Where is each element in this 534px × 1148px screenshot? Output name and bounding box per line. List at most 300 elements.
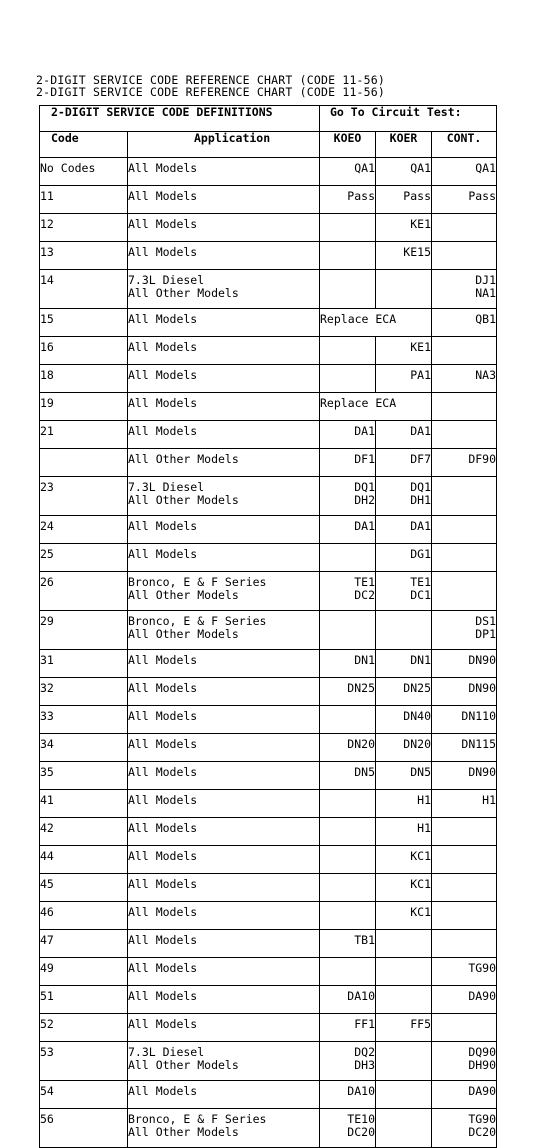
cell-application-line: All Other Models bbox=[128, 1124, 239, 1139]
cell-code: 32 bbox=[40, 678, 128, 706]
table-row bbox=[40, 572, 497, 611]
cell-cont-line: NA1 bbox=[475, 285, 497, 300]
cell-koer-line: KC1 bbox=[410, 877, 431, 891]
cell-application-line: All Models bbox=[128, 189, 198, 203]
cell-cont-line: DN110 bbox=[461, 709, 497, 723]
table-row bbox=[40, 365, 497, 393]
cell-koer bbox=[376, 1014, 432, 1042]
cell-application-line: All Other Models bbox=[128, 452, 239, 466]
cell-koeo-line: DN20 bbox=[347, 737, 375, 751]
cell-application-line: All Models bbox=[128, 989, 198, 1003]
cell-koer-line: H1 bbox=[417, 821, 431, 835]
cell-cont bbox=[432, 930, 497, 958]
cell-cont bbox=[432, 790, 497, 818]
cell-koer bbox=[376, 572, 432, 611]
cell-application-line: All Models bbox=[128, 793, 198, 807]
cell-code: 12 bbox=[40, 214, 128, 242]
cell-koeo bbox=[320, 650, 376, 678]
cell-cont bbox=[432, 572, 497, 611]
cell-application-line: Bronco, E & F Series bbox=[128, 575, 267, 589]
cell-cont-line: DN115 bbox=[461, 737, 497, 751]
table-row bbox=[40, 421, 497, 449]
cell-koeo bbox=[320, 1014, 376, 1042]
table-row bbox=[40, 902, 497, 930]
cell-cont-line: H1 bbox=[482, 793, 497, 807]
cell-application bbox=[128, 734, 320, 762]
cell-koeo-line: DQ1 bbox=[354, 480, 375, 494]
cell-cont bbox=[432, 818, 497, 846]
cell-code: 23 bbox=[40, 477, 128, 516]
cell-cont bbox=[432, 706, 497, 734]
cell-koer bbox=[376, 449, 432, 477]
cell-koeo bbox=[320, 477, 376, 516]
cell-code: No Codes bbox=[40, 158, 128, 186]
cell-application-line: All Models bbox=[128, 961, 198, 975]
cell-koeo bbox=[320, 678, 376, 706]
cell-koeo bbox=[320, 544, 376, 572]
cell-code: 14 bbox=[40, 270, 128, 309]
cell-koeo-line: DC2 bbox=[354, 587, 375, 602]
cell-application-line: All Models bbox=[128, 849, 198, 863]
cell-application bbox=[128, 186, 320, 214]
table-row bbox=[40, 930, 497, 958]
table-row bbox=[40, 846, 497, 874]
cell-cont bbox=[432, 958, 497, 986]
cell-koeo bbox=[320, 706, 376, 734]
cell-koer-line: KE1 bbox=[410, 217, 431, 231]
cell-koeo-line: DA10 bbox=[347, 1084, 375, 1098]
cell-application-line: All Models bbox=[128, 821, 198, 835]
cell-koer bbox=[376, 762, 432, 790]
cell-koeo-koer-span: Replace ECA bbox=[320, 309, 432, 337]
cell-application bbox=[128, 572, 320, 611]
cell-cont-line: NA3 bbox=[475, 368, 497, 382]
cell-cont-line: DN90 bbox=[468, 653, 497, 667]
cell-koer bbox=[376, 242, 432, 270]
cell-cont-line: DF90 bbox=[468, 452, 497, 466]
cell-koer bbox=[376, 544, 432, 572]
cell-code: 51 bbox=[40, 986, 128, 1014]
column-header-row bbox=[40, 132, 497, 158]
cell-code: 25 bbox=[40, 544, 128, 572]
cell-koer bbox=[376, 818, 432, 846]
cell-cont-line: TG90 bbox=[468, 1112, 497, 1126]
cell-application bbox=[128, 762, 320, 790]
cell-koeo-line: TE1 bbox=[354, 575, 375, 589]
cell-cont bbox=[432, 1042, 497, 1081]
cell-koeo-line: Pass bbox=[347, 189, 375, 203]
cell-koeo bbox=[320, 242, 376, 270]
cell-koer-line: DA1 bbox=[410, 424, 431, 438]
cell-cont-line: Pass bbox=[468, 189, 497, 203]
cell-cont-line: DN90 bbox=[468, 681, 497, 695]
cell-koer-line: DH1 bbox=[410, 492, 431, 507]
cell-cont bbox=[432, 986, 497, 1014]
cell-koer bbox=[376, 930, 432, 958]
cell-application-line: All Models bbox=[128, 709, 198, 723]
cell-cont-line: DJ1 bbox=[475, 273, 497, 287]
cell-cont bbox=[432, 214, 497, 242]
cell-koer bbox=[376, 214, 432, 242]
cell-koeo-line: DA1 bbox=[354, 424, 375, 438]
cell-koer bbox=[376, 611, 432, 650]
cell-koer-line: DN5 bbox=[410, 765, 431, 779]
table-row bbox=[40, 309, 497, 337]
cell-application bbox=[128, 790, 320, 818]
cell-cont-line: DN90 bbox=[468, 765, 497, 779]
cell-application bbox=[128, 544, 320, 572]
cell-code: 29 bbox=[40, 611, 128, 650]
cell-koer bbox=[376, 158, 432, 186]
column-header-koeo: KOEO bbox=[320, 132, 376, 158]
cell-cont-line: DH90 bbox=[468, 1057, 497, 1072]
cell-code: 19 bbox=[40, 393, 128, 421]
cell-koer-line: DF7 bbox=[410, 452, 431, 466]
cell-koeo bbox=[320, 611, 376, 650]
cell-application-line: All Models bbox=[128, 424, 198, 438]
cell-code: 47 bbox=[40, 930, 128, 958]
cell-koeo-line: DH2 bbox=[354, 492, 375, 507]
cell-koer-line: KE15 bbox=[403, 245, 431, 259]
cell-koer-line: PA1 bbox=[410, 368, 431, 382]
table-row bbox=[40, 544, 497, 572]
cell-application-line: All Models bbox=[128, 653, 198, 667]
cell-code: 41 bbox=[40, 790, 128, 818]
cell-koeo bbox=[320, 1042, 376, 1081]
cell-code: 52 bbox=[40, 1014, 128, 1042]
table-row bbox=[40, 986, 497, 1014]
cell-koer bbox=[376, 678, 432, 706]
cell-cont-line: DC20 bbox=[468, 1124, 497, 1139]
cell-koer bbox=[376, 516, 432, 544]
table-row bbox=[40, 678, 497, 706]
cell-cont bbox=[432, 544, 497, 572]
cell-application-line: All Other Models bbox=[128, 492, 239, 507]
cell-cont-line: QB1 bbox=[475, 312, 497, 326]
cell-koer bbox=[376, 650, 432, 678]
cell-koer-line: QA1 bbox=[410, 161, 431, 175]
cell-application bbox=[128, 818, 320, 846]
cell-cont bbox=[432, 270, 497, 309]
table-row bbox=[40, 706, 497, 734]
cell-koeo-line: DA1 bbox=[354, 519, 375, 533]
cell-cont bbox=[432, 1014, 497, 1042]
chart-heading-duplicate: 2-DIGIT SERVICE CODE REFERENCE CHART (CODE 11-56) bbox=[36, 85, 386, 99]
cell-code: 24 bbox=[40, 516, 128, 544]
cell-application bbox=[128, 930, 320, 958]
cell-application-line: 7.3L Diesel bbox=[128, 273, 205, 287]
cell-application bbox=[128, 678, 320, 706]
cell-koeo bbox=[320, 270, 376, 309]
cell-koeo bbox=[320, 874, 376, 902]
cell-code: 15 bbox=[40, 309, 128, 337]
cell-application-line: All Models bbox=[128, 1084, 198, 1098]
cell-koer bbox=[376, 958, 432, 986]
cell-code: 26 bbox=[40, 572, 128, 611]
cell-koeo-line: TB1 bbox=[354, 933, 375, 947]
cell-koeo bbox=[320, 421, 376, 449]
table-row bbox=[40, 516, 497, 544]
cell-koer bbox=[376, 421, 432, 449]
cell-koeo bbox=[320, 762, 376, 790]
cell-application bbox=[128, 650, 320, 678]
cell-code: 45 bbox=[40, 874, 128, 902]
cell-koeo-line: FF1 bbox=[354, 1017, 375, 1031]
cell-koer bbox=[376, 1081, 432, 1109]
table-row bbox=[40, 337, 497, 365]
table-row bbox=[40, 650, 497, 678]
cell-koeo-koer-span: Replace ECA bbox=[320, 393, 432, 421]
table-row bbox=[40, 1081, 497, 1109]
cell-application bbox=[128, 393, 320, 421]
cell-cont-line: DQ90 bbox=[468, 1045, 497, 1059]
cell-application-line: All Models bbox=[128, 1017, 198, 1031]
table-row bbox=[40, 762, 497, 790]
cell-cont bbox=[432, 762, 497, 790]
cell-application-line: 7.3L Diesel bbox=[128, 480, 205, 494]
cell-application bbox=[128, 1081, 320, 1109]
cell-cont bbox=[432, 421, 497, 449]
cell-application bbox=[128, 365, 320, 393]
cell-application-line: 7.3L Diesel bbox=[128, 1045, 205, 1059]
cell-koer bbox=[376, 270, 432, 309]
cell-application-line: All Models bbox=[128, 161, 198, 175]
cell-koeo-line: QA1 bbox=[354, 161, 375, 175]
table-row bbox=[40, 790, 497, 818]
cell-application-line: Bronco, E & F Series bbox=[128, 1112, 267, 1126]
table-title: 2-DIGIT SERVICE CODE DEFINITIONS bbox=[40, 106, 320, 132]
cell-koer-line: KC1 bbox=[410, 905, 431, 919]
cell-application-line: All Models bbox=[128, 933, 198, 947]
cell-application-line: All Other Models bbox=[128, 285, 239, 300]
table-row bbox=[40, 611, 497, 650]
cell-application bbox=[128, 874, 320, 902]
cell-koer-line: TE1 bbox=[410, 575, 431, 589]
cell-application bbox=[128, 611, 320, 650]
cell-koeo bbox=[320, 930, 376, 958]
cell-koer-line: DQ1 bbox=[410, 480, 431, 494]
cell-application-line: All Models bbox=[128, 681, 198, 695]
cell-cont bbox=[432, 337, 497, 365]
cell-application bbox=[128, 449, 320, 477]
cell-application bbox=[128, 516, 320, 544]
cell-cont bbox=[432, 477, 497, 516]
cell-koer-line: DC1 bbox=[410, 587, 431, 602]
cell-cont bbox=[432, 365, 497, 393]
cell-koer bbox=[376, 790, 432, 818]
cell-code bbox=[40, 449, 128, 477]
table-row bbox=[40, 186, 497, 214]
table-row bbox=[40, 477, 497, 516]
cell-koeo bbox=[320, 214, 376, 242]
column-header-code: Code bbox=[40, 132, 128, 158]
cell-koeo-line: DF1 bbox=[354, 452, 375, 466]
cell-cont-line: DA90 bbox=[468, 989, 497, 1003]
table-row bbox=[40, 242, 497, 270]
cell-koeo-line: DN5 bbox=[354, 765, 375, 779]
cell-cont bbox=[432, 678, 497, 706]
cell-koer bbox=[376, 1109, 432, 1148]
cell-application-line: All Models bbox=[128, 312, 198, 326]
cell-application-line: All Other Models bbox=[128, 626, 239, 641]
table-row bbox=[40, 449, 497, 477]
cell-koeo bbox=[320, 986, 376, 1014]
goto-circuit-test-header: Go To Circuit Test: bbox=[320, 106, 497, 132]
cell-application-line: All Models bbox=[128, 396, 198, 410]
cell-cont bbox=[432, 449, 497, 477]
cell-cont-line: DS1 bbox=[475, 614, 497, 628]
cell-koeo bbox=[320, 337, 376, 365]
cell-koeo-line: DN1 bbox=[354, 653, 375, 667]
table-row bbox=[40, 958, 497, 986]
cell-code: 54 bbox=[40, 1081, 128, 1109]
table-row bbox=[40, 214, 497, 242]
cell-koeo bbox=[320, 572, 376, 611]
cell-koeo bbox=[320, 734, 376, 762]
cell-koeo bbox=[320, 365, 376, 393]
cell-code: 44 bbox=[40, 846, 128, 874]
service-code-table bbox=[39, 105, 497, 1148]
cell-koer-line: DN40 bbox=[403, 709, 431, 723]
table-row bbox=[40, 393, 497, 421]
cell-application bbox=[128, 902, 320, 930]
cell-koer-line: DN25 bbox=[403, 681, 431, 695]
cell-koeo bbox=[320, 516, 376, 544]
cell-koer bbox=[376, 365, 432, 393]
cell-koer bbox=[376, 1042, 432, 1081]
column-header-koer: KOER bbox=[376, 132, 432, 158]
cell-koer bbox=[376, 477, 432, 516]
cell-application bbox=[128, 958, 320, 986]
table-row bbox=[40, 1014, 497, 1042]
cell-application-line: All Models bbox=[128, 519, 198, 533]
cell-application bbox=[128, 706, 320, 734]
cell-cont bbox=[432, 1081, 497, 1109]
cell-koer bbox=[376, 337, 432, 365]
table-row bbox=[40, 270, 497, 309]
cell-application-line: All Models bbox=[128, 340, 198, 354]
cell-application bbox=[128, 214, 320, 242]
cell-cont bbox=[432, 309, 497, 337]
cell-cont bbox=[432, 734, 497, 762]
cell-koeo-line: DN25 bbox=[347, 681, 375, 695]
table-row bbox=[40, 874, 497, 902]
cell-code: 18 bbox=[40, 365, 128, 393]
cell-koer bbox=[376, 846, 432, 874]
cell-application-line: Bronco, E & F Series bbox=[128, 614, 267, 628]
cell-koeo bbox=[320, 902, 376, 930]
cell-cont bbox=[432, 158, 497, 186]
cell-cont bbox=[432, 242, 497, 270]
cell-koeo bbox=[320, 818, 376, 846]
cell-koeo bbox=[320, 158, 376, 186]
cell-application bbox=[128, 1042, 320, 1081]
cell-koeo-line: DA10 bbox=[347, 989, 375, 1003]
cell-application bbox=[128, 270, 320, 309]
cell-application bbox=[128, 309, 320, 337]
cell-code: 16 bbox=[40, 337, 128, 365]
cell-application-line: All Models bbox=[128, 245, 198, 259]
cell-koer-line: Pass bbox=[403, 189, 431, 203]
cell-koeo bbox=[320, 186, 376, 214]
table-row bbox=[40, 158, 497, 186]
cell-koer bbox=[376, 902, 432, 930]
cell-application bbox=[128, 158, 320, 186]
cell-cont-line: TG90 bbox=[468, 961, 497, 975]
cell-application bbox=[128, 986, 320, 1014]
cell-code: 42 bbox=[40, 818, 128, 846]
cell-cont-line: DA90 bbox=[468, 1084, 497, 1098]
cell-application-line: All Models bbox=[128, 217, 198, 231]
cell-koeo bbox=[320, 958, 376, 986]
cell-koer bbox=[376, 986, 432, 1014]
cell-application-line: All Models bbox=[128, 547, 198, 561]
cell-code: 53 bbox=[40, 1042, 128, 1081]
cell-cont bbox=[432, 1109, 497, 1148]
column-header-application: Application bbox=[128, 132, 320, 158]
table-row bbox=[40, 1042, 497, 1081]
cell-koer-line: FF5 bbox=[410, 1017, 431, 1031]
cell-koer-line: KC1 bbox=[410, 849, 431, 863]
cell-koer-line: DA1 bbox=[410, 519, 431, 533]
cell-cont bbox=[432, 186, 497, 214]
cell-application-line: All Other Models bbox=[128, 1057, 239, 1072]
cell-application bbox=[128, 846, 320, 874]
cell-cont-line: DP1 bbox=[475, 626, 497, 641]
cell-koeo-line: DC20 bbox=[347, 1124, 375, 1139]
cell-koer-line: DN20 bbox=[403, 737, 431, 751]
cell-cont bbox=[432, 874, 497, 902]
cell-application-line: All Models bbox=[128, 737, 198, 751]
cell-application bbox=[128, 477, 320, 516]
cell-code: 13 bbox=[40, 242, 128, 270]
cell-koer-line: DG1 bbox=[410, 547, 431, 561]
cell-application bbox=[128, 242, 320, 270]
cell-code: 21 bbox=[40, 421, 128, 449]
cell-code: 49 bbox=[40, 958, 128, 986]
cell-koeo bbox=[320, 1109, 376, 1148]
cell-koer-line: DN1 bbox=[410, 653, 431, 667]
cell-koer-line: KE1 bbox=[410, 340, 431, 354]
cell-koeo-line: DQ2 bbox=[354, 1045, 375, 1059]
cell-koer-line: H1 bbox=[417, 793, 431, 807]
cell-koer bbox=[376, 874, 432, 902]
cell-code: 11 bbox=[40, 186, 128, 214]
chart-heading: 2-DIGIT SERVICE CODE REFERENCE CHART (CODE 11-56) bbox=[36, 73, 386, 87]
cell-code: 35 bbox=[40, 762, 128, 790]
cell-cont bbox=[432, 650, 497, 678]
cell-koer bbox=[376, 734, 432, 762]
cell-application bbox=[128, 1014, 320, 1042]
cell-application-line: All Models bbox=[128, 368, 198, 382]
cell-koeo bbox=[320, 846, 376, 874]
cell-cont bbox=[432, 516, 497, 544]
cell-koeo bbox=[320, 790, 376, 818]
table-row bbox=[40, 734, 497, 762]
cell-cont bbox=[432, 902, 497, 930]
cell-koer bbox=[376, 186, 432, 214]
cell-application-line: All Models bbox=[128, 877, 198, 891]
cell-code: 31 bbox=[40, 650, 128, 678]
cell-code: 33 bbox=[40, 706, 128, 734]
cell-cont bbox=[432, 393, 497, 421]
cell-code: 34 bbox=[40, 734, 128, 762]
cell-application-line: All Other Models bbox=[128, 587, 239, 602]
cell-application bbox=[128, 337, 320, 365]
cell-application bbox=[128, 421, 320, 449]
cell-application-line: All Models bbox=[128, 905, 198, 919]
cell-code: 46 bbox=[40, 902, 128, 930]
